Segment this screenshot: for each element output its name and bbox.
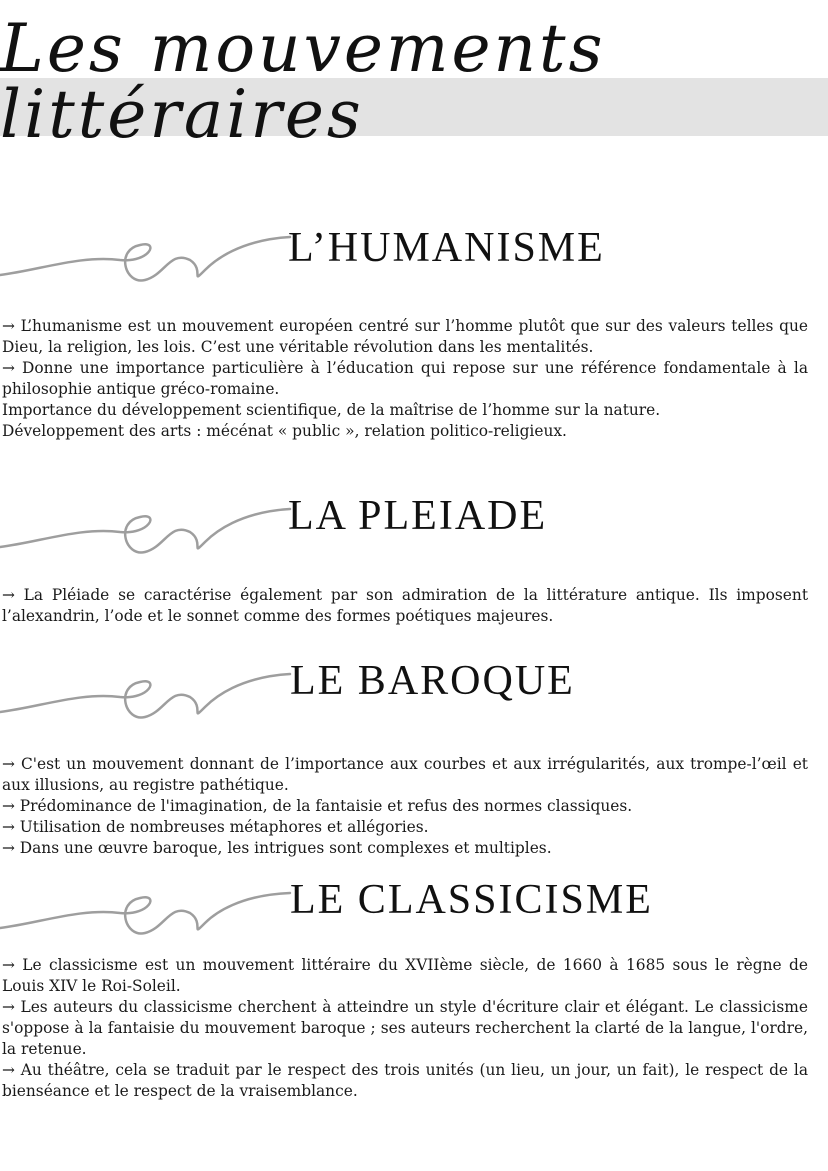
swirl-ornament-icon (0, 215, 300, 295)
paragraph-line: → Le classicisme est un mouvement littéraire du XVIIème siècle, de 1660 à 1685 sous le règne de Louis XIV le Roi-Soleil. (2, 956, 808, 995)
section-pleiade-text (2, 585, 808, 627)
section-heading: LE CLASSICISME (290, 877, 653, 923)
paragraph-line: → Utilisation de nombreuses métaphores et allégories. (2, 818, 429, 836)
page-title-container (0, 2, 828, 162)
swirl-ornament-icon (0, 487, 300, 567)
section-baroque-text (2, 754, 808, 859)
paragraph-line: → Les auteurs du classicisme cherchent à atteindre un style d'écriture clair et élégant. Le classicisme s'oppose à la fantaisie du mouvement baroque ; ses auteurs recherchent la clarté de la langue, l'ordre, la retenue. (2, 998, 808, 1058)
paragraph-line: → Au théâtre, cela se traduit par le respect des trois unités (un lieu, un jour, un fait), le respect de la bienséance et le respect de la vraisemblance. (2, 1061, 808, 1100)
section-humanisme-header (0, 215, 828, 305)
paragraph-line: Importance du développement scientifique, de la maîtrise de l’homme sur la nature. (2, 401, 661, 419)
paragraph-line: → C'est un mouvement donnant de l’importance aux courbes et aux irrégularités, aux trompe-l’œil et aux illusions, au registre pathétique. (2, 755, 808, 794)
paragraph-line: → Dans une œuvre baroque, les intrigues sont complexes et multiples. (2, 839, 552, 857)
section-heading: LA PLEIADE (288, 493, 548, 539)
paragraph-line: Développement des arts : mécénat « public », relation politico-religieux. (2, 422, 567, 440)
swirl-ornament-icon (0, 873, 300, 953)
paragraph-line: → La Pléiade se caractérise également par son admiration de la littérature antique. Ils imposent l’alexandrin, l’ode et le sonnet comme des formes poétiques majeures. (2, 586, 808, 625)
section-heading: LE BAROQUE (290, 658, 575, 704)
paragraph-line: → Prédominance de l'imagination, de la fantaisie et refus des normes classiques. (2, 797, 633, 815)
paragraph-line: → Donne une importance particulière à l’éducation qui repose sur une référence fondamentale à la philosophie antique gréco-romaine. (2, 359, 808, 398)
section-classicisme-text (2, 955, 808, 1102)
section-heading: L’HUMANISME (288, 225, 605, 271)
section-classicisme-header (0, 873, 828, 963)
section-baroque-header (0, 652, 828, 742)
swirl-ornament-icon (0, 652, 300, 732)
paragraph-line: → L’humanisme est un mouvement européen centré sur l’homme plutôt que sur des valeurs telles que Dieu, la religion, les lois. C’est une véritable révolution dans les mentalités. (2, 317, 808, 356)
section-pleiade-header (0, 487, 828, 577)
section-humanisme-text (2, 316, 808, 442)
page-title: Les mouvements littéraires (0, 10, 606, 153)
